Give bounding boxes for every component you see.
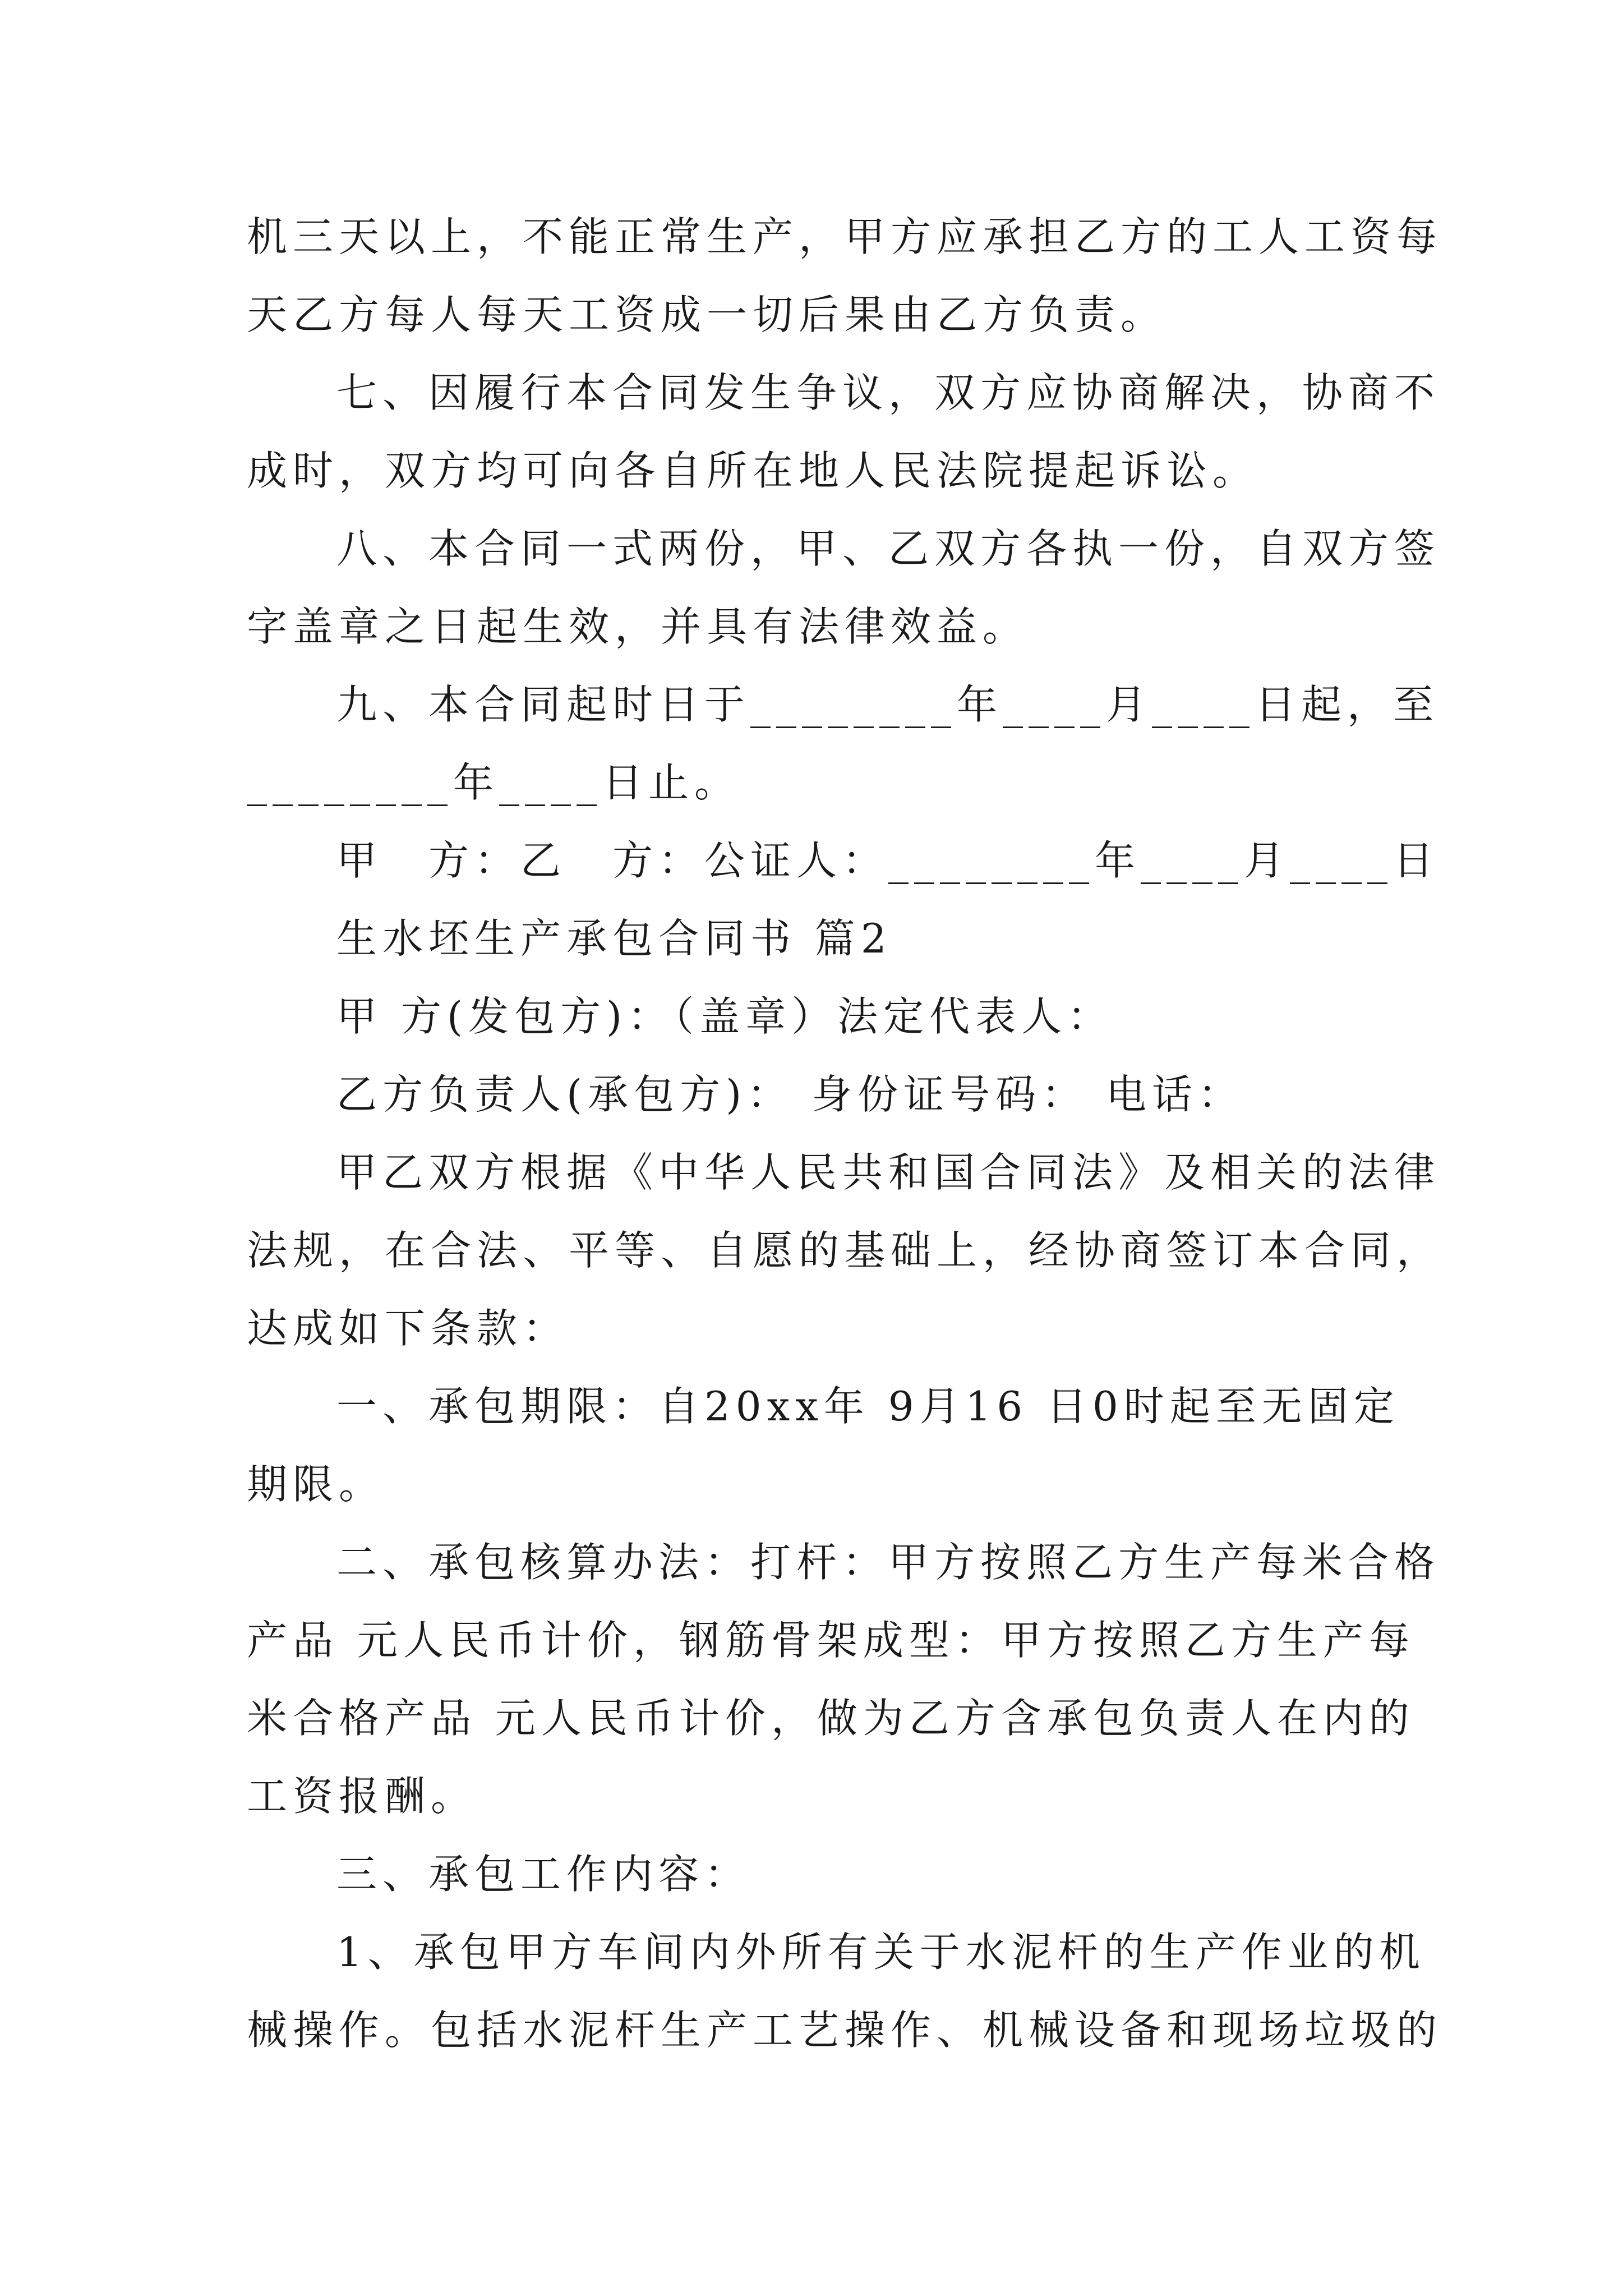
text-line: 期限。 [247, 1461, 385, 1508]
text-line: 天乙方每人每天工资成一切后果由乙方负责。 [247, 291, 1167, 338]
text-line: 械操作。包括水泥杆生产工艺操作、机械设备和现场垃圾的 [247, 2007, 1443, 2054]
text-line: 工资报酬。 [247, 1773, 477, 1820]
text-line: 甲 方：乙 方：公证人：________年____月____日 [336, 837, 1440, 884]
text-line: 九、本合同起时日于________年____月____日起，至 [336, 681, 1440, 728]
text-line: 三、承包工作内容： [336, 1851, 751, 1898]
text-line: 乙方负责人(承包方)： 身份证号码： 电话： [336, 1071, 1244, 1118]
text-line: 1、承包甲方车间内外所有关于水泥杆的生产作业的机 [336, 1929, 1426, 1976]
text-line: 达成如下条款： [247, 1305, 569, 1352]
text-line: ________年____日止。 [247, 759, 741, 806]
text-line: 甲乙双方根据《中华人民共和国合同法》及相关的法律 [336, 1149, 1441, 1196]
text-line: 甲 方(发包方)：（盖章）法定代表人： [336, 993, 1114, 1040]
text-line: 米合格产品 元人民币计价，做为乙方含承包负责人在内的 [247, 1695, 1415, 1742]
text-line: 产品 元人民币计价，钢筋骨架成型：甲方按照乙方生产每 [247, 1617, 1415, 1664]
text-line: 七、因履行本合同发生争议，双方应协商解决，协商不 [336, 369, 1441, 416]
text-line: 一、承包期限：自20xx年 9月16 日0时起至无固定 [336, 1383, 1400, 1430]
text-line: 二、承包核算办法：打杆：甲方按照乙方生产每米合格 [336, 1539, 1441, 1586]
text-line: 八、本合同一式两份，甲、乙双方各执一份，自双方签 [336, 525, 1441, 572]
text-line: 法规，在合法、平等、自愿的基础上，经协商签订本合同， [247, 1227, 1443, 1274]
section-heading: 生水坯生产承包合同书 篇2 [336, 915, 892, 962]
text-line: 字盖章之日起生效，并具有法律效益。 [247, 603, 1029, 650]
text-line: 成时，双方均可向各自所在地人民法院提起诉讼。 [247, 447, 1259, 494]
text-line: 机三天以上，不能正常生产，甲方应承担乙方的工人工资每 [247, 213, 1443, 260]
